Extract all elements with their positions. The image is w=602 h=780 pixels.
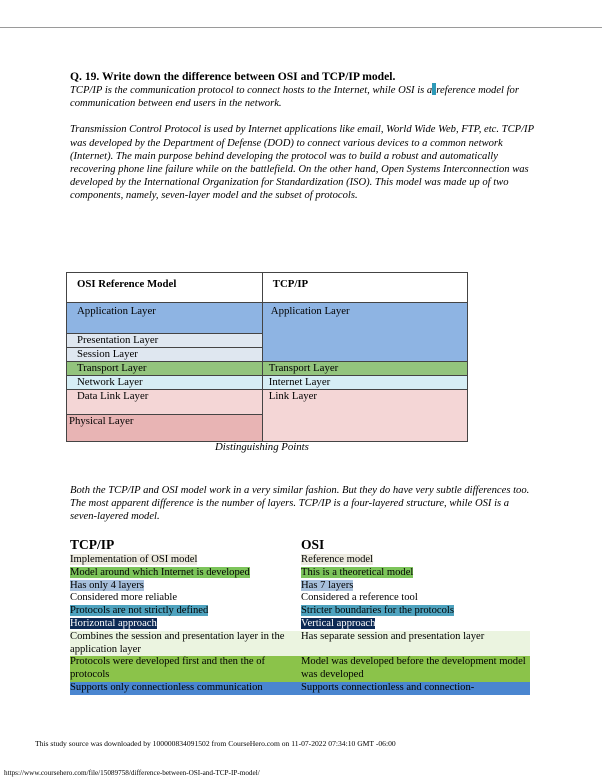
tcp-point: Implementation of OSI model [70, 554, 198, 565]
tcp-application-layer: Application Layer [262, 303, 467, 362]
osi-header-cell: OSI Reference Model [67, 273, 263, 303]
osi-point: Reference model [301, 554, 374, 565]
osi-transport-layer: Transport Layer [67, 362, 263, 376]
osi-column-title: OSI [301, 537, 325, 552]
osi-point: Model was developed before the development model was developed [301, 656, 526, 681]
tcp-link-layer: Link Layer [262, 390, 467, 442]
comparison-row [70, 567, 530, 580]
comparison-row [70, 618, 530, 631]
osi-point: Supports connectionless and connection- [301, 682, 530, 695]
tcp-point: Protocols were developed first and then the of protocols [70, 656, 266, 681]
comparison-row [70, 554, 530, 567]
tcp-header-cell: TCP/IP [262, 273, 467, 303]
intro-text-b: reference model for communication between end users in the network. [70, 85, 519, 110]
osi-point: Has 7 layers [301, 579, 354, 591]
intro-text-a: TCP/IP is the communication protocol to connect hosts to the Internet, while OSI is a [70, 85, 433, 96]
tcp-description-paragraph: Transmission Control Protocol is used by Internet applications like email, World Wide Web, FTP, etc. TCP/IP was developed by the Department of Defense (DOD) to connect various devices to a common network (Internet). The main purpose behind developing the protocol was to build a robust and automatically recovering phone line failure while on the battlefield. On the other hand, Open Systems Interconnection was developed by the International Organization for Standardization (ISO). This model was made up of two components, namely, seven-layer model and the subset of protocols. [70, 124, 534, 202]
comparison-row [70, 605, 530, 618]
tcp-point: Considered more reliable [70, 592, 178, 604]
tcp-column-title: TCP/IP [70, 537, 115, 552]
download-notice: This study source was downloaded by 100000834091502 from CourseHero.com on 11-07-2022 07:34:10 GMT -06:00 [35, 739, 396, 748]
differences-paragraph: Both the TCP/IP and OSI model work in a very similar fashion. But they do have very subtle differences too. The most apparent difference is the number of layers. TCP/IP is a four-layered structure, while OSI is a seven-layered model. [70, 485, 530, 523]
question-section [70, 70, 535, 203]
osi-point: Vertical approach [301, 617, 376, 629]
tcp-point: Combines the session and presentation layer in the application layer [70, 630, 285, 655]
layer-comparison-table [66, 272, 468, 442]
tcp-point: Has only 4 layers [70, 579, 144, 591]
source-url[interactable]: https://www.coursehero.com/file/15089758/difference-between-OSI-and-TCP-IP-model/ [4, 769, 260, 777]
osi-network-layer: Network Layer [67, 376, 263, 390]
tcp-transport-layer: Transport Layer [262, 362, 467, 376]
osi-datalink-layer: Data Link Layer [67, 390, 263, 415]
comparison-row [70, 682, 530, 695]
tcp-point: Protocols are not strictly defined [70, 605, 209, 617]
osi-point: Considered a reference tool [301, 592, 418, 604]
osi-point: This is a theoretical model [301, 566, 414, 578]
osi-physical-layer: Physical Layer [67, 415, 263, 442]
osi-application-layer: Application Layer [67, 303, 263, 334]
header-rule [0, 27, 602, 28]
osi-presentation-layer: Presentation Layer [67, 334, 263, 348]
tcp-point: Model around which Internet is developed [70, 566, 250, 578]
comparison-header [70, 537, 530, 554]
tcp-internet-layer: Internet Layer [262, 376, 467, 390]
osi-session-layer: Session Layer [67, 348, 263, 362]
comparison-row [70, 592, 530, 605]
tcp-point: Supports only connectionless communication [70, 682, 301, 695]
tcp-point: Horizontal approach [70, 617, 157, 629]
comparison-list [70, 537, 530, 695]
question-heading: Q. 19. Write down the difference between OSI and TCP/IP model. [70, 70, 396, 83]
osi-point: Has separate session and presentation layer [301, 630, 485, 642]
comparison-row [70, 580, 530, 593]
osi-point: Stricter boundaries for the protocols [301, 605, 454, 617]
table-caption: Distinguishing Points [215, 441, 309, 453]
comparison-row [70, 656, 530, 682]
intro-paragraph [70, 83, 535, 110]
comparison-row [70, 631, 530, 657]
